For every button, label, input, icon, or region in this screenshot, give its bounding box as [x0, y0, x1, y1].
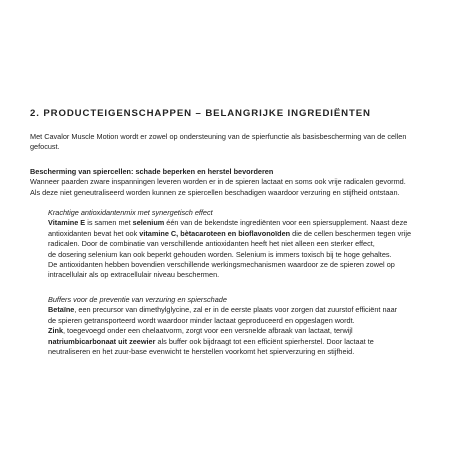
buffer-text: als buffer ook bijdraagt tot een efficiënt spierherstel. Door lactaat te — [155, 336, 374, 346]
protection-title: Bescherming van spiercellen: schade beperken en herstel bevorderen — [30, 167, 274, 176]
vitamin-c-term: vitamine C, bètacaroteen en bioflavonoïden — [139, 228, 291, 238]
buffer-text: , een precursor van dimethylglycine, zal er in de eerste plaats voor zorgen dat zuurstof efficiënt naar — [74, 305, 398, 315]
intro-line-1: Met Cavalor Muscle Motion wordt er zowel op ondersteuning van de spierfunctie als basisbescherming van de cellen — [30, 132, 407, 141]
zinc-term: Zink — [48, 326, 63, 336]
buffer-line-2: de spieren getransporteerd wordt waardoor minder lactaat geproduceerd en opgeslagen wordt. — [48, 315, 355, 325]
betaine-term: Betaïne — [48, 305, 75, 315]
buffer-text: , toegevoegd onder een chelaatvorm, zorgt voor een versnelde afbraak van lactaat, terwijl — [63, 326, 353, 336]
vitamin-e-term: Vitamine E — [48, 218, 86, 228]
buffer-section — [48, 295, 397, 357]
antioxidant-line-3: radicalen. Door de combinatie van verschillende antioxidanten heeft het niet alleen een sterker effect, — [48, 239, 375, 249]
antioxidant-line-1 — [48, 218, 411, 228]
buffer-line-4 — [48, 337, 397, 347]
buffer-line-3 — [48, 326, 397, 336]
protection-line-2: Als deze niet geneutraliseerd worden kunnen ze spiercellen beschadigen waardoor verzuring en stijfheid ontstaan. — [30, 187, 400, 197]
antioxidant-text: is samen met — [85, 218, 133, 228]
buffer-line-5: neutraliseren en het zuur-base evenwicht te herstellen voorkomt het spierverzuring en stijfheid. — [48, 347, 355, 357]
antioxidant-line-2 — [48, 229, 411, 239]
protection-line-1: Wanneer paarden zware inspanningen leveren worden er in de spieren lactaat en soms ook vrije radicalen gevormd. — [30, 177, 406, 187]
section-heading: 2. PRODUCTEIGENSCHAPPEN – BELANGRIJKE INGREDIËNTEN — [30, 108, 371, 119]
sodium-bicarbonate-term: natriumbicarbonaat uit zeewier — [48, 336, 156, 346]
protection-section — [30, 167, 406, 198]
antioxidant-text: één van de bekendste ingrediënten voor een spiersupplement. Naast deze — [164, 218, 408, 228]
selenium-term: selenium — [132, 218, 165, 228]
antioxidant-section — [48, 208, 411, 281]
antioxidant-title: Krachtige antioxidantenmix met synergetisch effect — [48, 208, 213, 217]
antioxidant-line-5: De antioxidanten hebben bovendien verschillende werkingsmechanismen waardoor ze de spieren zowel op — [48, 260, 395, 270]
antioxidant-line-4: de dosering selenium kan ook beperkt gehouden worden. Selenium is immers toxisch bij te hoge gehaltes. — [48, 249, 392, 259]
buffer-title: Buffers voor de preventie van verzuring en spierschade — [48, 295, 227, 304]
intro-paragraph — [30, 132, 406, 153]
antioxidant-line-6: intracellulair als op extracellulair niveau beschermen. — [48, 270, 220, 280]
buffer-line-1 — [48, 305, 397, 315]
antioxidant-text: die de cellen beschermen tegen vrije — [290, 228, 412, 238]
antioxidant-text: antioxidanten bevat het ook — [48, 228, 140, 238]
intro-line-2: gefocust. — [30, 142, 60, 152]
